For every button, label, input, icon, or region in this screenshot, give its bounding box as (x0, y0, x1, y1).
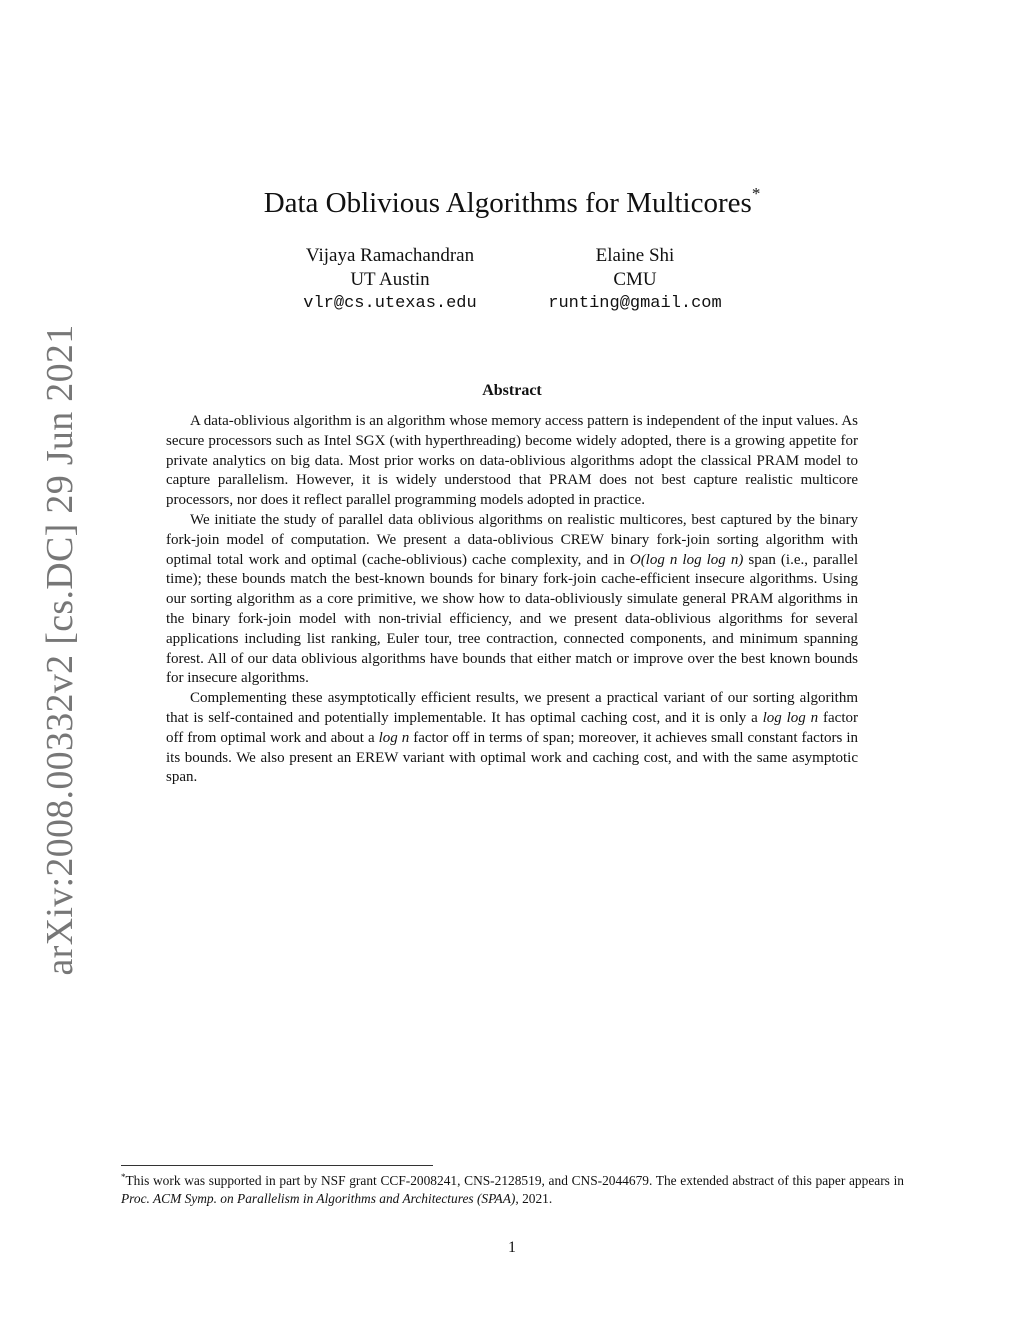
math-span-bound: O(log n log log n) (629, 551, 744, 568)
footnote: *This work was supported in part by NSF grant CCF-2008241, CNS-2128519, and CNS-2044679. The extended abstract of this paper appears in Proc. ACM Symp. on Parallelism in Algorithms and Architectures (SPAA), 2021. (121, 1172, 904, 1206)
author-affiliation: UT Austin (350, 269, 430, 290)
footnote-venue: Proc. ACM Symp. on Parallelism in Algorithms and Architectures (SPAA) (121, 1191, 516, 1206)
abstract-paragraph-2: We initiate the study of parallel data oblivious algorithms on realistic multicores, best captured by the binary fork-join model of computation. We present a data-oblivious CREW binary fork-join sorting algorithm with optimal total work and optimal (cache-oblivious) cache complexity, and in O(log n log log n) span (i.e., parallel time); these bounds match the best-known bounds for binary fork-join cache-efficient insecure algorithms. Using our sorting algorithm as a core primitive, we show how to data-obliviously simulate general PRAM algorithms in the binary fork-join model with non-trivial efficiency, and we present data-oblivious algorithms for several applications including list ranking, Euler tour, tree contraction, connected components, and minimum spanning forest. All of our data oblivious algorithms have bounds that either match or improve over the best known bounds for insecure algorithms. (166, 511, 858, 687)
author-email[interactable]: vlr@cs.utexas.edu (303, 294, 477, 313)
author-name: Elaine Shi (595, 245, 675, 266)
author-affiliation: CMU (613, 269, 657, 290)
author-name: Vijaya Ramachandran (305, 245, 475, 266)
title-text: Data Oblivious Algorithms for Multicores (263, 187, 752, 219)
abstract-paragraph-3: Complementing these asymptotically efficient results, we present a practical variant of our sorting algorithm that is self-contained and potentially implementable. It has optimal caching cost, and it is only a log log n factor off from optimal work and about a log n factor off in terms of span; moreover, it achieves small constant factors in its bounds. We also present an EREW variant with optimal work and caching cost, and with the same asymptotic span. (166, 690, 858, 786)
math-loglogn: log log n (762, 709, 819, 726)
footnote-mark: * (121, 1172, 126, 1182)
abstract-paragraph-1: A data-oblivious algorithm is an algorithm whose memory access pattern is independent of the input values. As secure processors such as Intel SGX (with hyperthreading) become widely adopted, there is a growing appetite for private analytics on big data. Most prior works on data-oblivious algorithms adopt the classical PRAM model to capture parallelism. However, it is widely understood that PRAM does not best capture realistic multicore processors, nor does it reflect parallel programming models adopted in practice. (166, 413, 858, 509)
abstract-heading: Abstract (482, 382, 542, 399)
author-email[interactable]: runting@gmail.com (548, 294, 722, 313)
page-number: 1 (508, 1239, 516, 1256)
arxiv-identifier: arXiv:2008.00332v2 [cs.DC] 29 Jun 2021 (39, 324, 81, 976)
abstract-body (166, 412, 858, 788)
math-logn: log n (378, 729, 410, 746)
footnote-divider (121, 1165, 433, 1166)
paper-title (0, 186, 1024, 220)
title-footnote-mark: * (751, 184, 761, 203)
author-block-2 (485, 244, 785, 316)
